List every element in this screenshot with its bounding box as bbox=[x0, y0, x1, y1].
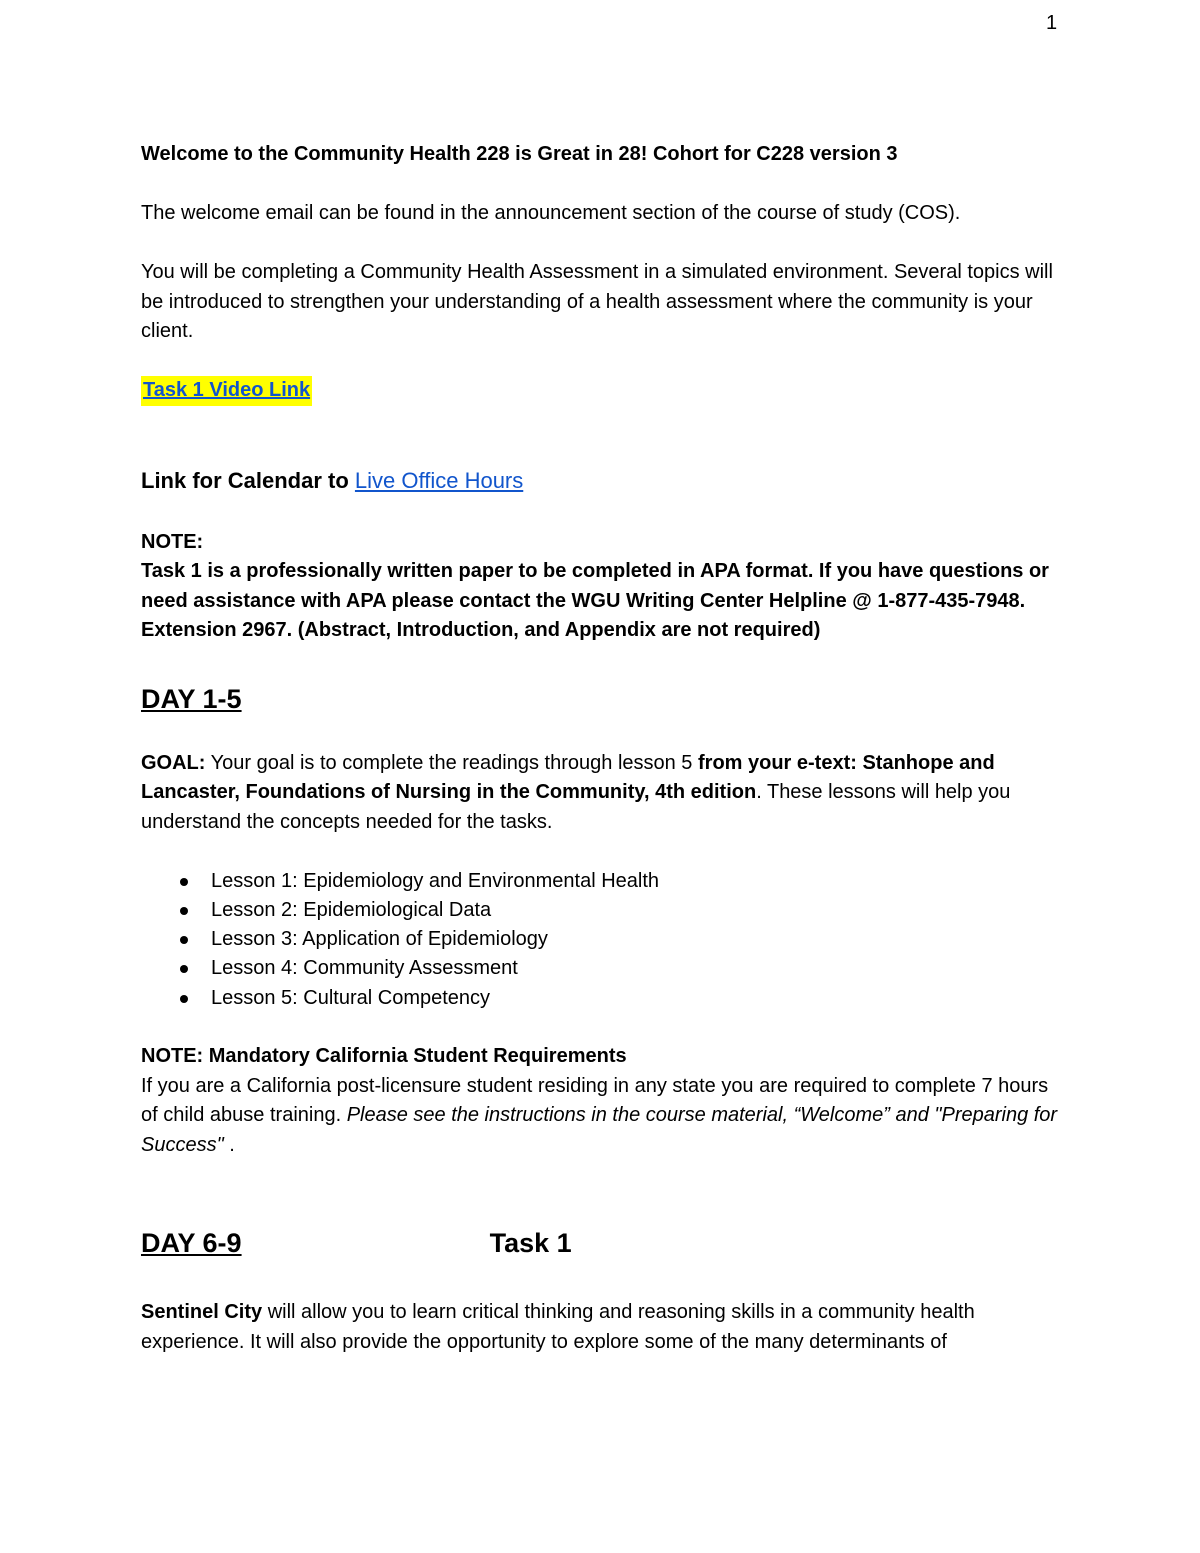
welcome-email-paragraph: The welcome email can be found in the announcement section of the course of study (COS). bbox=[141, 202, 961, 224]
california-note-paragraph bbox=[141, 1072, 1061, 1161]
page-number: 1 bbox=[1046, 12, 1058, 34]
list-item: Lesson 3: Application of Epidemiology bbox=[211, 925, 1061, 954]
live-office-hours-link[interactable]: Live Office Hours bbox=[354, 467, 524, 493]
document-title: Welcome to the Community Health 228 is Great in 28! Cohort for C228 version 3 bbox=[141, 143, 898, 165]
intro-paragraph: You will be completing a Community Health Assessment in a simulated environment. Several topics will be introduced to strengthen your understanding of a health assessment where the community is your client. bbox=[141, 261, 1053, 342]
list-item: Lesson 2: Epidemiological Data bbox=[211, 896, 1061, 925]
goal-text-end: . These lessons will help you understand the concepts needed for the tasks. bbox=[141, 781, 1011, 833]
sentinel-city-label: Sentinel City bbox=[141, 1301, 263, 1324]
day-6-9-heading: DAY 6-9 bbox=[141, 1228, 242, 1259]
task1-video-link[interactable]: Task 1 Video Link bbox=[141, 376, 312, 406]
calendar-line bbox=[141, 466, 1061, 496]
goal-label: GOAL: bbox=[141, 751, 206, 774]
day-1-5-heading: DAY 1-5 bbox=[141, 683, 242, 714]
apa-note: Task 1 is a professionally written paper to be completed in APA format. If you have questions or need assistance with APA please contact the WGU Writing Center Helpline @ 1-877-435-7948. Extension 2967. (Abstract, Introduction, and Appendix are not required) bbox=[141, 560, 1049, 641]
goal-text: Your goal is to complete the readings through lesson 5 bbox=[205, 751, 698, 774]
california-note-text: If you are a California post-licensure student residing in any state you are required to complete 7 hours of child abuse training. bbox=[141, 1074, 1049, 1127]
lesson-list bbox=[141, 867, 1061, 1013]
california-note-instructions: Please see the instructions in the course material, “Welcome” and "Preparing for Success" bbox=[141, 1104, 1058, 1156]
list-item: Lesson 5: Cultural Competency bbox=[211, 984, 1061, 1013]
california-note-heading: NOTE: Mandatory California Student Requirements bbox=[141, 1045, 627, 1068]
note-label: NOTE: bbox=[141, 530, 204, 553]
document-body bbox=[141, 140, 1061, 1357]
day-6-9-row bbox=[141, 1226, 1061, 1260]
calendar-prefix: Link for Calendar to bbox=[141, 467, 355, 493]
sentinel-city-paragraph bbox=[141, 1298, 1061, 1357]
list-item: Lesson 1: Epidemiology and Environmental Health bbox=[211, 867, 1061, 896]
california-note-end: . bbox=[223, 1133, 235, 1156]
list-item: Lesson 4: Community Assessment bbox=[211, 954, 1061, 983]
goal-paragraph bbox=[141, 749, 1061, 838]
sentinel-city-text: will allow you to learn critical thinking and reasoning skills in a community health experience. It will also provide the opportunity to explore some of the many determinants of bbox=[141, 1301, 975, 1353]
task-1-heading: Task 1 bbox=[489, 1228, 572, 1259]
goal-etext: from your e-text: Stanhope and Lancaster, Foundations of Nursing in the Community, 4th edition bbox=[141, 751, 995, 803]
